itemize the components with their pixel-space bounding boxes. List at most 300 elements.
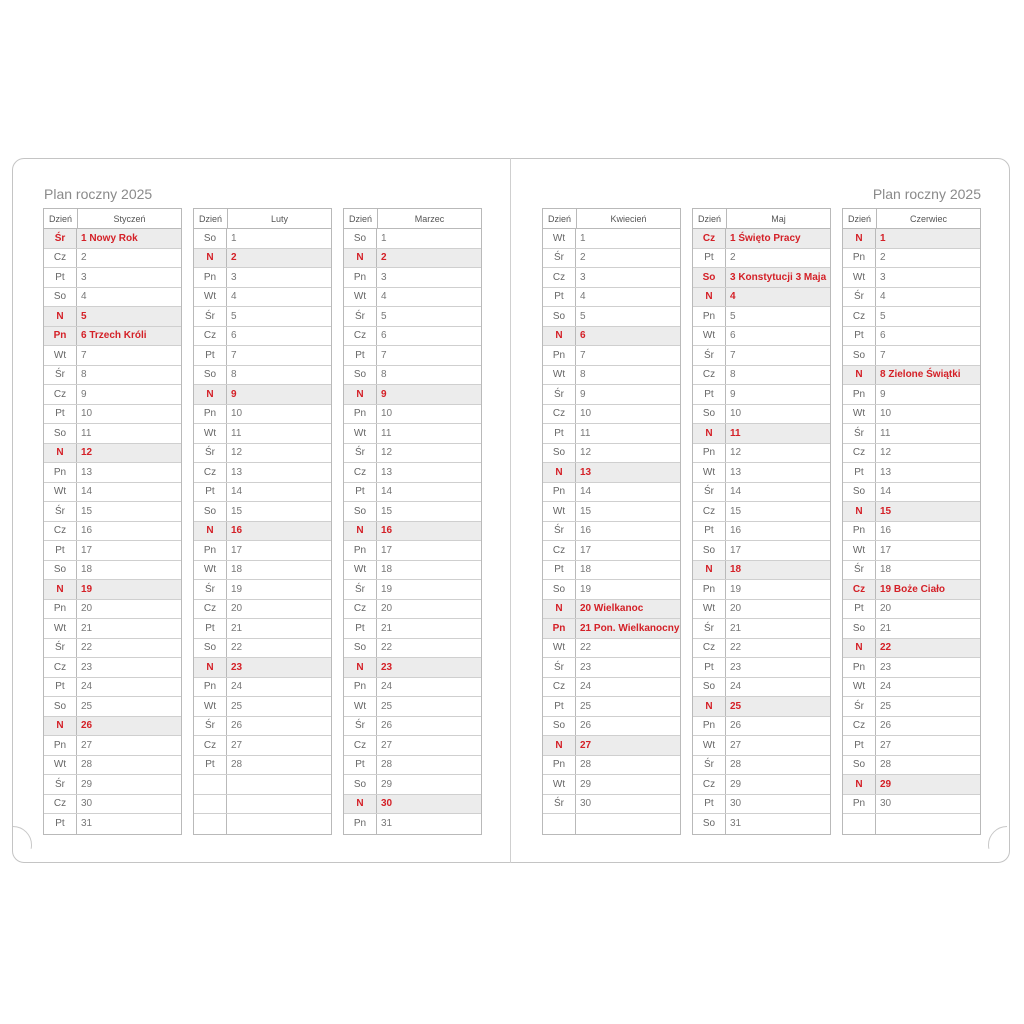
weekday-cell — [194, 775, 227, 794]
weekday-cell: Wt — [843, 268, 876, 287]
weekday-cell: Pt — [843, 600, 876, 619]
weekday-cell: Śr — [344, 307, 377, 326]
weekday-cell: Wt — [693, 463, 726, 482]
day-row — [194, 697, 331, 717]
date-cell: 28 — [231, 759, 243, 771]
day-row — [194, 814, 331, 834]
date-cell: 15 — [580, 505, 592, 517]
day-row — [44, 658, 181, 678]
weekday-cell: Pt — [843, 463, 876, 482]
day-row — [843, 327, 980, 347]
day-row — [543, 717, 680, 737]
weekday-cell: Pn — [344, 814, 377, 834]
weekday-cell: Pn — [543, 483, 576, 502]
day-row — [843, 405, 980, 425]
weekday-cell: Pt — [344, 619, 377, 638]
date-cell: 25 — [880, 700, 892, 712]
weekday-cell: Pn — [344, 541, 377, 560]
weekday-cell: Pt — [194, 756, 227, 775]
date-cell: 15 — [81, 505, 93, 517]
holiday-row — [344, 249, 481, 269]
day-row — [344, 678, 481, 698]
day-row — [44, 288, 181, 308]
day-row — [194, 580, 331, 600]
weekday-cell: N — [44, 580, 77, 599]
day-row — [194, 619, 331, 639]
day-row — [543, 541, 680, 561]
day-row — [44, 268, 181, 288]
day-row — [693, 366, 830, 386]
weekday-cell: Cz — [693, 639, 726, 658]
date-cell: 16 — [231, 525, 243, 537]
date-cell: 1 Święto Pracy — [730, 232, 801, 244]
day-row — [693, 678, 830, 698]
date-cell: 20 — [81, 603, 93, 615]
date-cell: 31 — [81, 818, 93, 830]
day-row — [543, 307, 680, 327]
date-cell: 18 — [580, 564, 592, 576]
weekday-cell: Pt — [44, 405, 77, 424]
weekday-cell: Pn — [843, 385, 876, 404]
date-cell: 1 — [231, 232, 237, 244]
weekday-cell: So — [344, 502, 377, 521]
date-cell: 3 — [381, 271, 387, 283]
date-cell: 17 — [381, 544, 393, 556]
date-cell: 2 — [730, 252, 736, 264]
date-cell: 12 — [580, 447, 592, 459]
weekday-cell: Wt — [344, 424, 377, 443]
date-cell: 30 — [580, 798, 592, 810]
weekday-cell: Pt — [543, 561, 576, 580]
day-row — [344, 580, 481, 600]
day-row — [843, 619, 980, 639]
weekday-cell: Wt — [44, 756, 77, 775]
date-cell: 10 — [381, 408, 393, 420]
date-cell: 7 — [880, 349, 886, 361]
weekday-cell: Cz — [194, 327, 227, 346]
day-row — [194, 561, 331, 581]
holiday-row — [693, 561, 830, 581]
weekday-cell: Pt — [693, 385, 726, 404]
holiday-row — [194, 658, 331, 678]
weekday-cell: Pn — [344, 678, 377, 697]
day-row — [693, 522, 830, 542]
date-cell: 1 — [880, 232, 886, 244]
day-row — [44, 385, 181, 405]
weekday-cell: N — [843, 639, 876, 658]
date-cell: 15 — [880, 505, 892, 517]
date-cell: 4 — [880, 291, 886, 303]
weekday-cell: N — [693, 424, 726, 443]
holiday-row — [693, 424, 830, 444]
date-cell: 30 — [81, 798, 93, 810]
weekday-cell: Śr — [344, 717, 377, 736]
date-cell: 3 Konstytucji 3 Maja — [730, 271, 827, 283]
date-cell: 22 — [730, 642, 742, 654]
day-row — [194, 268, 331, 288]
date-cell: 25 — [730, 700, 742, 712]
day-row — [693, 795, 830, 815]
day-row — [693, 307, 830, 327]
holiday-row — [843, 229, 980, 249]
day-row — [344, 268, 481, 288]
month-table — [193, 208, 332, 835]
weekday-cell: N — [44, 444, 77, 463]
month-table — [343, 208, 482, 835]
weekday-cell: Cz — [543, 268, 576, 287]
weekday-cell: Śr — [543, 385, 576, 404]
day-row — [194, 444, 331, 464]
weekday-cell: Wt — [693, 736, 726, 755]
day-row — [543, 268, 680, 288]
day-row — [543, 580, 680, 600]
day-row — [543, 483, 680, 503]
weekday-cell: Pn — [843, 249, 876, 268]
date-cell: 6 — [381, 330, 387, 342]
month-table — [842, 208, 981, 835]
weekday-cell: Pn — [543, 346, 576, 365]
weekday-cell: Cz — [543, 405, 576, 424]
weekday-cell: Wt — [194, 697, 227, 716]
weekday-cell: Pn — [194, 268, 227, 287]
day-row — [543, 775, 680, 795]
month-header — [44, 209, 181, 229]
date-cell: 28 — [81, 759, 93, 771]
day-row — [194, 463, 331, 483]
weekday-cell: Wt — [344, 697, 377, 716]
date-cell: 15 — [231, 505, 243, 517]
weekday-cell: N — [543, 736, 576, 755]
date-cell: 13 — [880, 466, 892, 478]
day-row — [843, 268, 980, 288]
date-cell: 7 — [231, 349, 237, 361]
day-row — [843, 522, 980, 542]
date-cell: 14 — [580, 486, 592, 498]
weekday-cell: Pt — [44, 268, 77, 287]
weekday-cell: Cz — [44, 385, 77, 404]
weekday-cell: Pt — [543, 288, 576, 307]
date-cell: 21 — [381, 622, 393, 634]
month-name: Marzec — [414, 213, 445, 224]
weekday-cell: Śr — [543, 249, 576, 268]
day-row — [44, 678, 181, 698]
day-row — [843, 424, 980, 444]
weekday-cell: Pn — [693, 717, 726, 736]
date-cell: 23 — [81, 661, 93, 673]
day-row — [543, 346, 680, 366]
weekday-cell: Pn — [693, 444, 726, 463]
date-cell: 24 — [880, 681, 892, 693]
date-cell — [227, 775, 331, 794]
weekday-cell: Cz — [843, 307, 876, 326]
holiday-row — [44, 229, 181, 249]
date-cell: 9 — [580, 388, 586, 400]
weekday-cell: Śr — [194, 580, 227, 599]
weekday-cell: So — [344, 639, 377, 658]
date-cell: 9 — [880, 388, 886, 400]
date-cell: 22 — [381, 642, 393, 654]
day-row — [194, 346, 331, 366]
day-row — [344, 697, 481, 717]
day-row — [44, 483, 181, 503]
date-cell: 18 — [231, 564, 243, 576]
holiday-row — [344, 522, 481, 542]
date-cell: 6 — [580, 330, 586, 342]
day-row — [693, 580, 830, 600]
date-cell: 17 — [580, 544, 592, 556]
day-row — [693, 444, 830, 464]
date-cell: 14 — [730, 486, 742, 498]
holiday-row — [543, 736, 680, 756]
weekday-cell: Cz — [194, 463, 227, 482]
weekday-cell: Pt — [693, 249, 726, 268]
day-row — [44, 502, 181, 522]
date-cell: 27 — [580, 739, 592, 751]
weekday-cell: N — [344, 522, 377, 541]
weekday-cell: Pn — [843, 795, 876, 814]
weekday-cell: Pt — [543, 424, 576, 443]
day-row — [344, 541, 481, 561]
weekday-cell: Pn — [543, 619, 576, 638]
date-cell: 2 — [381, 252, 387, 264]
date-cell: 17 — [231, 544, 243, 556]
weekday-cell: Wt — [843, 405, 876, 424]
day-row — [693, 619, 830, 639]
weekday-cell: Pt — [843, 327, 876, 346]
book-spine — [510, 158, 511, 863]
holiday-row — [843, 639, 980, 659]
day-row — [543, 366, 680, 386]
day-row — [344, 444, 481, 464]
weekday-cell: N — [843, 229, 876, 248]
date-cell: 10 — [81, 408, 93, 420]
day-row — [344, 775, 481, 795]
weekday-cell: Wt — [344, 288, 377, 307]
day-row — [543, 795, 680, 815]
weekday-cell: Śr — [843, 561, 876, 580]
day-row — [843, 658, 980, 678]
day-row — [344, 483, 481, 503]
date-cell: 8 — [381, 369, 387, 381]
weekday-cell: N — [194, 658, 227, 677]
day-row — [344, 327, 481, 347]
date-cell: 5 — [730, 310, 736, 322]
day-row — [693, 502, 830, 522]
date-cell: 19 — [730, 583, 742, 595]
date-cell: 24 — [81, 681, 93, 693]
day-row — [693, 814, 830, 834]
date-cell: 12 — [81, 447, 93, 459]
day-row — [543, 424, 680, 444]
weekday-cell: N — [843, 366, 876, 385]
weekday-cell: Śr — [543, 658, 576, 677]
day-row — [344, 405, 481, 425]
date-cell: 3 — [81, 271, 87, 283]
day-row — [194, 541, 331, 561]
date-cell: 23 — [880, 661, 892, 673]
weekday-cell: So — [194, 502, 227, 521]
weekday-cell: So — [693, 678, 726, 697]
date-cell: 3 — [880, 271, 886, 283]
weekday-cell: Pn — [843, 658, 876, 677]
day-row — [344, 463, 481, 483]
holiday-row — [44, 580, 181, 600]
date-cell: 4 — [381, 291, 387, 303]
date-cell: 1 — [580, 232, 586, 244]
weekday-cell: N — [843, 775, 876, 794]
date-cell: 2 — [81, 252, 87, 264]
weekday-cell: Wt — [194, 424, 227, 443]
date-cell: 28 — [381, 759, 393, 771]
holiday-row — [543, 463, 680, 483]
date-cell: 8 — [580, 369, 586, 381]
day-row — [543, 522, 680, 542]
day-row — [543, 229, 680, 249]
date-cell: 10 — [730, 408, 742, 420]
date-cell: 26 — [580, 720, 592, 732]
date-cell: 31 — [381, 818, 393, 830]
day-row — [843, 307, 980, 327]
day-row — [693, 717, 830, 737]
weekday-cell: N — [44, 307, 77, 326]
weekday-cell: Pn — [693, 580, 726, 599]
weekday-cell: Śr — [843, 424, 876, 443]
day-row — [194, 366, 331, 386]
date-cell: 4 — [231, 291, 237, 303]
date-cell: 20 — [381, 603, 393, 615]
weekday-cell: So — [693, 814, 726, 834]
date-cell: 22 — [880, 642, 892, 654]
day-row — [44, 736, 181, 756]
weekday-cell: Pt — [693, 522, 726, 541]
date-cell: 13 — [580, 466, 592, 478]
weekday-cell: Cz — [44, 795, 77, 814]
weekday-cell: Śr — [693, 619, 726, 638]
weekday-cell: Wt — [543, 229, 576, 248]
date-cell: 26 — [381, 720, 393, 732]
day-row — [194, 600, 331, 620]
date-cell: 20 — [880, 603, 892, 615]
weekday-cell: Cz — [543, 678, 576, 697]
day-row — [194, 307, 331, 327]
date-cell: 27 — [880, 739, 892, 751]
day-row — [194, 424, 331, 444]
weekday-cell: Cz — [843, 444, 876, 463]
day-row — [693, 541, 830, 561]
month-name: Maj — [771, 213, 786, 224]
weekday-cell: So — [843, 619, 876, 638]
date-cell: 26 — [730, 720, 742, 732]
date-cell: 3 — [580, 271, 586, 283]
date-cell: 17 — [880, 544, 892, 556]
month-table — [692, 208, 831, 835]
weekday-cell: Wt — [543, 775, 576, 794]
day-row — [843, 385, 980, 405]
weekday-cell: Cz — [843, 717, 876, 736]
holiday-row — [693, 288, 830, 308]
date-cell: 25 — [381, 700, 393, 712]
date-cell: 22 — [231, 642, 243, 654]
weekday-cell: So — [843, 756, 876, 775]
day-row — [344, 814, 481, 834]
date-cell: 29 — [880, 778, 892, 790]
date-cell: 30 — [730, 798, 742, 810]
date-cell: 5 — [231, 310, 237, 322]
weekday-cell: Wt — [843, 541, 876, 560]
day-row — [693, 346, 830, 366]
weekday-cell: Śr — [843, 697, 876, 716]
date-cell: 20 — [231, 603, 243, 615]
weekday-cell: Śr — [44, 366, 77, 385]
weekday-cell: Pt — [194, 619, 227, 638]
date-cell: 25 — [231, 700, 243, 712]
date-cell: 14 — [381, 486, 393, 498]
date-cell: 19 — [231, 583, 243, 595]
day-row — [843, 561, 980, 581]
weekday-cell: Śr — [693, 756, 726, 775]
date-cell: 19 — [381, 583, 393, 595]
date-cell: 13 — [381, 466, 393, 478]
month-header — [194, 209, 331, 229]
date-cell: 31 — [730, 818, 742, 830]
date-cell: 29 — [381, 778, 393, 790]
date-cell: 21 — [231, 622, 243, 634]
date-cell: 14 — [880, 486, 892, 498]
day-row — [344, 424, 481, 444]
date-cell: 5 — [580, 310, 586, 322]
day-row — [194, 502, 331, 522]
weekday-cell: Pn — [194, 541, 227, 560]
date-cell: 17 — [81, 544, 93, 556]
weekday-cell: Wt — [843, 678, 876, 697]
date-cell — [227, 795, 331, 814]
day-row — [44, 600, 181, 620]
weekday-cell: So — [44, 561, 77, 580]
date-cell: 23 — [580, 661, 592, 673]
day-column-header: Dzień — [344, 209, 378, 228]
day-row — [194, 717, 331, 737]
date-cell: 25 — [580, 700, 592, 712]
weekday-cell: N — [693, 561, 726, 580]
date-cell: 21 — [81, 622, 93, 634]
day-row — [194, 678, 331, 698]
date-cell: 12 — [880, 447, 892, 459]
day-row — [344, 346, 481, 366]
holiday-row — [44, 444, 181, 464]
day-row — [194, 756, 331, 776]
date-cell: 9 — [81, 388, 87, 400]
weekday-cell: Śr — [843, 288, 876, 307]
month-name: Kwiecień — [610, 213, 647, 224]
day-row — [843, 541, 980, 561]
weekday-cell: N — [693, 697, 726, 716]
day-column-header: Dzień — [44, 209, 78, 228]
weekday-cell: So — [344, 229, 377, 248]
weekday-cell: Pt — [194, 346, 227, 365]
weekday-cell: Pt — [693, 795, 726, 814]
date-cell: 2 — [880, 252, 886, 264]
month-name: Luty — [270, 213, 288, 224]
day-row — [44, 814, 181, 834]
day-column-header: Dzień — [843, 209, 877, 228]
holiday-row — [843, 775, 980, 795]
day-column-header: Dzień — [194, 209, 228, 228]
day-row — [344, 600, 481, 620]
weekday-cell: Pn — [194, 405, 227, 424]
day-row — [843, 346, 980, 366]
holiday-row — [543, 327, 680, 347]
day-row — [543, 658, 680, 678]
